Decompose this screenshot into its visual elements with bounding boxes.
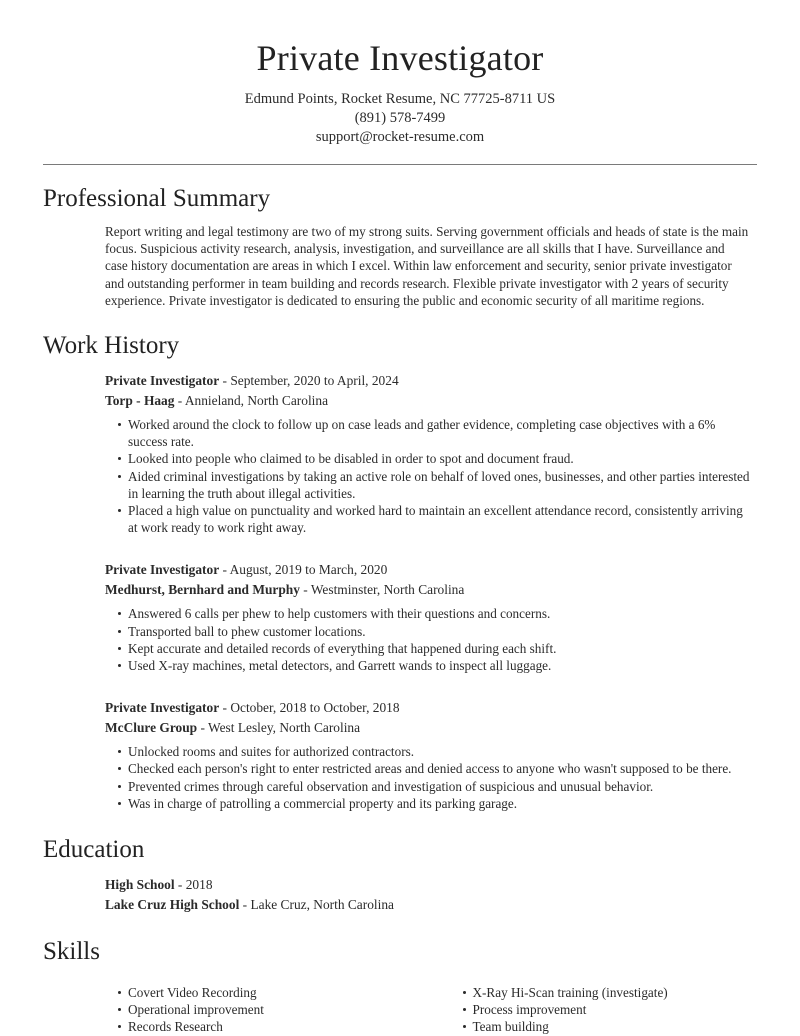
section-heading-skills: Skills (43, 938, 100, 966)
job-company-line (105, 391, 750, 411)
job-location: Annieland, North Carolina (184, 392, 329, 408)
job-company-line (105, 718, 750, 738)
job-separator: - (299, 581, 311, 597)
job-bullet-list (105, 743, 750, 812)
section-heading-work-history: Work History (43, 332, 180, 360)
job-separator: - (219, 700, 231, 716)
job-title: Private Investigator (105, 700, 220, 716)
job-location: Westminster, North Carolina (310, 581, 465, 597)
contact-email: support@rocket-resume.com (315, 129, 485, 145)
education-separator: - (239, 896, 251, 912)
education-separator: - (174, 877, 186, 893)
work-history-body (43, 371, 757, 812)
section-professional-summary (43, 184, 757, 309)
job-bullet: Prevented crimes through careful observation and investigation of suspicious and unusual behavior. (105, 778, 750, 795)
skill-item: Process improvement (450, 1001, 751, 1018)
section-education (43, 835, 757, 914)
job-company: McClure Group (105, 719, 198, 735)
job-company-line (105, 580, 750, 600)
education-location: Lake Cruz, North Carolina (250, 896, 394, 912)
contact-phone: (891) 578-7499 (354, 110, 446, 126)
job-separator: - (197, 719, 209, 735)
job-separator: - (219, 373, 231, 389)
skills-list-left (105, 984, 428, 1036)
education-body (43, 875, 757, 914)
job-bullet: Used X-ray machines, metal detectors, and Garrett wands to inspect all luggage. (105, 657, 750, 674)
job-bullet-list (105, 416, 750, 536)
education-year: 2018 (185, 877, 213, 893)
page-title: Private Investigator (256, 38, 544, 78)
job-bullet: Unlocked rooms and suites for authorized contractors. (105, 743, 750, 760)
skill-item: X-Ray Hi-Scan training (investigate) (450, 984, 751, 1001)
job-title-line (105, 371, 750, 391)
job-separator: - (219, 562, 230, 578)
job-dates: September, 2020 to April, 2024 (230, 373, 399, 389)
section-work-history (43, 331, 757, 812)
job-bullet: Aided criminal investigations by taking an active role on behalf of loved ones, businesses, and other parties interested in learning the truth about illegal activities. (105, 468, 750, 502)
section-skills (43, 937, 757, 1036)
job-bullet: Placed a high value on punctuality and worked hard to maintain an excellent attendance record, consistently arriving at work ready to work right away. (105, 502, 750, 536)
skills-column-left (105, 978, 428, 1036)
job-bullet: Transported ball to phew customer locations. (105, 623, 750, 640)
skill-item: Operational improvement (105, 1001, 428, 1018)
job-bullet: Looked into people who claimed to be disabled in order to spot and document fraud. (105, 450, 750, 467)
education-entry (105, 875, 750, 914)
job-title: Private Investigator (105, 373, 220, 389)
contact-block (0, 90, 800, 147)
skills-body (43, 978, 757, 1036)
job-bullet: Checked each person's right to enter restricted areas and denied access to anyone who wasn't supposed to be there. (105, 760, 750, 777)
section-heading-education: Education (43, 836, 145, 864)
work-history-entry (105, 698, 750, 812)
job-title-line (105, 698, 750, 718)
skills-column-right (428, 978, 751, 1036)
skill-item: Covert Video Recording (105, 984, 428, 1001)
skills-grid (105, 978, 750, 1036)
job-title: Private Investigator (105, 562, 220, 578)
skill-item: Team building (450, 1018, 751, 1035)
resume-header (0, 0, 800, 147)
header-divider (43, 164, 757, 165)
section-heading-professional-summary: Professional Summary (43, 185, 271, 212)
job-dates: August, 2019 to March, 2020 (229, 562, 388, 578)
work-history-entry (105, 371, 750, 536)
job-bullet: Was in charge of patrolling a commercial property and its parking garage. (105, 795, 750, 812)
professional-summary-text: Report writing and legal testimony are two of my strong suits. Serving government officials and heads of state is the main focus. Suspicious activity research, analysis, investigation, and surveillance are all skills that I have. Surveillance and case history documentation are areas in which I excel. Within law enforcement and security, senior private investigator and outstanding performer in team building and records research. Flexible private investigator with 2 years of security experience. Private investigator is dedicated to ensuring the public and economic security of all maritime regions. (105, 224, 749, 308)
professional-summary-body (43, 223, 757, 309)
job-bullet: Kept accurate and detailed records of everything that happened during each shift. (105, 640, 750, 657)
education-school: Lake Cruz High School (105, 896, 240, 912)
job-title-line (105, 560, 750, 580)
skills-list-right (450, 984, 751, 1036)
contact-address: Edmund Points, Rocket Resume, NC 77725-8711 US (244, 91, 556, 107)
job-company: Torp - Haag (105, 392, 175, 408)
job-separator: - (174, 392, 185, 408)
job-company: Medhurst, Bernhard and Murphy (105, 581, 300, 597)
education-school-line (105, 895, 750, 915)
job-location: West Lesley, North Carolina (208, 719, 361, 735)
work-history-entry (105, 560, 750, 674)
education-degree: High School (105, 877, 175, 893)
job-dates: October, 2018 to October, 2018 (230, 700, 400, 716)
job-bullet-list (105, 605, 750, 674)
job-bullet: Answered 6 calls per phew to help customers with their questions and concerns. (105, 605, 750, 622)
job-bullet: Worked around the clock to follow up on case leads and gather evidence, completing case objectives with a 6% success rate. (105, 416, 750, 450)
skill-item: Records Research (105, 1018, 428, 1035)
education-degree-line (105, 875, 750, 895)
